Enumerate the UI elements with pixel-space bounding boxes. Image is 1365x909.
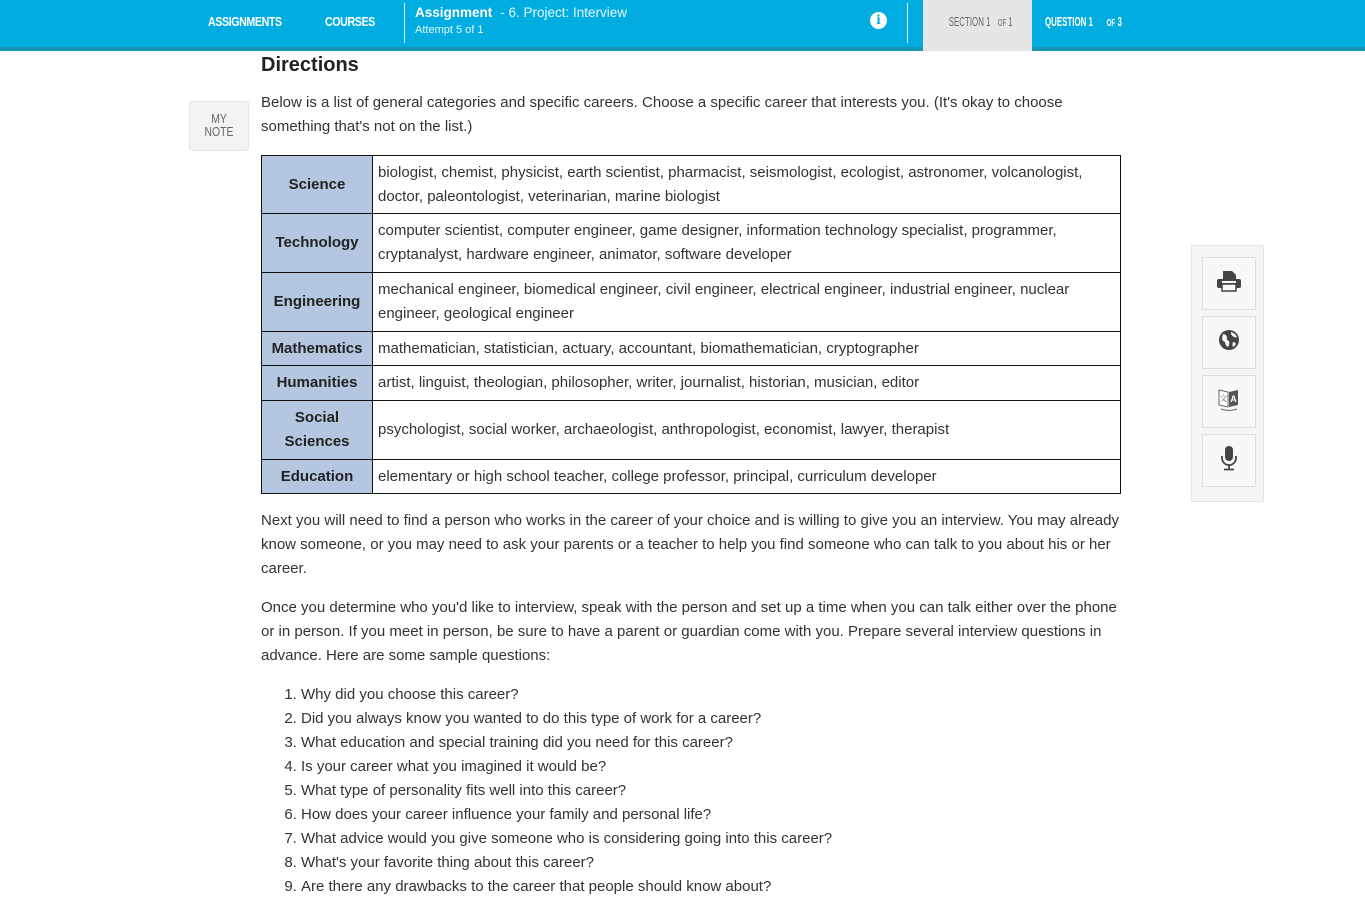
list-item: 1. Why did you choose this career? xyxy=(301,683,1123,707)
category-cell: Technology xyxy=(262,214,373,273)
globe-icon xyxy=(1218,329,1240,356)
question-tab-of: OF xyxy=(1106,18,1115,29)
nav-courses[interactable]: COURSES xyxy=(325,14,375,29)
assignment-name: - 6. Project: Interview xyxy=(500,5,628,20)
list-item: 9. Are there any drawbacks to the career that people should know about? xyxy=(301,875,1123,899)
category-cell: Education xyxy=(262,460,373,494)
translate-icon xyxy=(1216,386,1242,417)
interview-paragraph: Once you determine who you'd like to interview, speak with the person and set up a time when you can talk either over the phone or in person. If you meet in person, be sure to have a parent or guardian come with you. Prepare several interview questions in advance. Here are some sample questions: xyxy=(261,599,1117,664)
language-button[interactable] xyxy=(1202,316,1256,369)
my-note-button[interactable] xyxy=(189,101,249,151)
category-cell: Mathematics xyxy=(262,332,373,366)
list-item: 4. Is your career what you imagined it would be? xyxy=(301,755,1123,779)
divider xyxy=(404,3,405,43)
careers-cell: mechanical engineer, biomedical engineer, civil engineer, electrical engineer, industrial engineer, nuclear engineer, geological engineer xyxy=(373,273,1121,332)
category-cell: Engineering xyxy=(262,273,373,332)
list-item: 2. Did you always know you wanted to do this type of work for a career? xyxy=(301,707,1123,731)
table-row xyxy=(262,156,1121,214)
list-item: 6. How does your career influence your family and personal life? xyxy=(301,803,1123,827)
list-item: 5. What type of personality fits well into this career? xyxy=(301,779,1123,803)
info-circle-icon[interactable]: i xyxy=(870,12,887,29)
table-row xyxy=(262,214,1121,273)
printer-icon xyxy=(1216,270,1242,297)
section-tab-of: OF xyxy=(997,18,1006,29)
top-navigation-bar xyxy=(0,0,1365,51)
careers-table xyxy=(261,155,1121,494)
table-row xyxy=(262,401,1121,460)
assignment-title xyxy=(415,5,627,20)
careers-cell: artist, linguist, theologian, philosopher, writer, journalist, historian, musician, editor xyxy=(373,366,1121,401)
careers-cell: mathematician, statistician, actuary, accountant, biomathematician, cryptographer xyxy=(373,332,1121,366)
question-tab-label: QUESTION 1 xyxy=(1045,14,1093,29)
careers-cell: computer scientist, computer engineer, game designer, information technology specialist, programmer, cryptanalyst, hardware engineer, animator, software developer xyxy=(373,214,1121,273)
careers-cell: psychologist, social worker, archaeologist, anthropologist, economist, lawyer, therapist xyxy=(373,401,1121,460)
section-tab-total: 1 xyxy=(1007,14,1012,29)
find-person-paragraph: Next you will need to find a person who works in the career of your choice and is willing to give you an interview. You may already know someone, or you may need to ask your parents or a teacher to help you find someone who can talk to you about his or her career. xyxy=(261,512,1119,577)
category-cell: Humanities xyxy=(262,366,373,401)
table-row xyxy=(262,366,1121,401)
careers-cell: elementary or high school teacher, college professor, principal, curriculum developer xyxy=(373,460,1121,494)
nav-assignments[interactable]: ASSIGNMENTS xyxy=(208,14,282,29)
translate-button[interactable] xyxy=(1202,375,1256,428)
intro-paragraph: Below is a list of general categories and specific careers. Choose a specific career that interests you. (It's okay to choose something that's not on the list.) xyxy=(261,94,1063,135)
question-tab[interactable] xyxy=(1045,0,1145,47)
table-row xyxy=(262,332,1121,366)
print-button[interactable] xyxy=(1202,257,1256,310)
page-title: Directions xyxy=(261,54,359,76)
table-row xyxy=(262,273,1121,332)
speech-button[interactable] xyxy=(1202,434,1256,487)
list-item: 3. What education and special training did you need for this career? xyxy=(301,731,1123,755)
main-content xyxy=(261,52,1123,899)
assignment-label: Assignment xyxy=(415,5,493,20)
attempt-counter: Attempt 5 of 1 xyxy=(415,24,484,36)
tools-panel xyxy=(1191,245,1264,502)
sample-questions-list xyxy=(261,683,1123,899)
list-item: 7. What advice would you give someone who is considering going into this career? xyxy=(301,827,1123,851)
careers-cell: biologist, chemist, physicist, earth scientist, pharmacist, seismologist, ecologist, astronomer, volcanologist, doctor, paleontologist, veterinarian, marine biologist xyxy=(373,156,1121,214)
svg-text:A: A xyxy=(1230,394,1237,404)
question-tab-total: 3 xyxy=(1117,14,1122,29)
divider xyxy=(907,3,908,43)
microphone-icon xyxy=(1219,445,1239,476)
category-cell: Social Sciences xyxy=(262,401,373,460)
my-note-line2: NOTE xyxy=(204,124,234,139)
table-row xyxy=(262,460,1121,494)
section-tab[interactable] xyxy=(923,0,1032,51)
list-item: 8. What's your favorite thing about this career? xyxy=(301,851,1123,875)
my-note-line1: MY xyxy=(211,111,227,126)
svg-text:文: 文 xyxy=(1219,394,1228,403)
section-tab-label: SECTION 1 xyxy=(948,14,991,29)
category-cell: Science xyxy=(262,156,373,214)
